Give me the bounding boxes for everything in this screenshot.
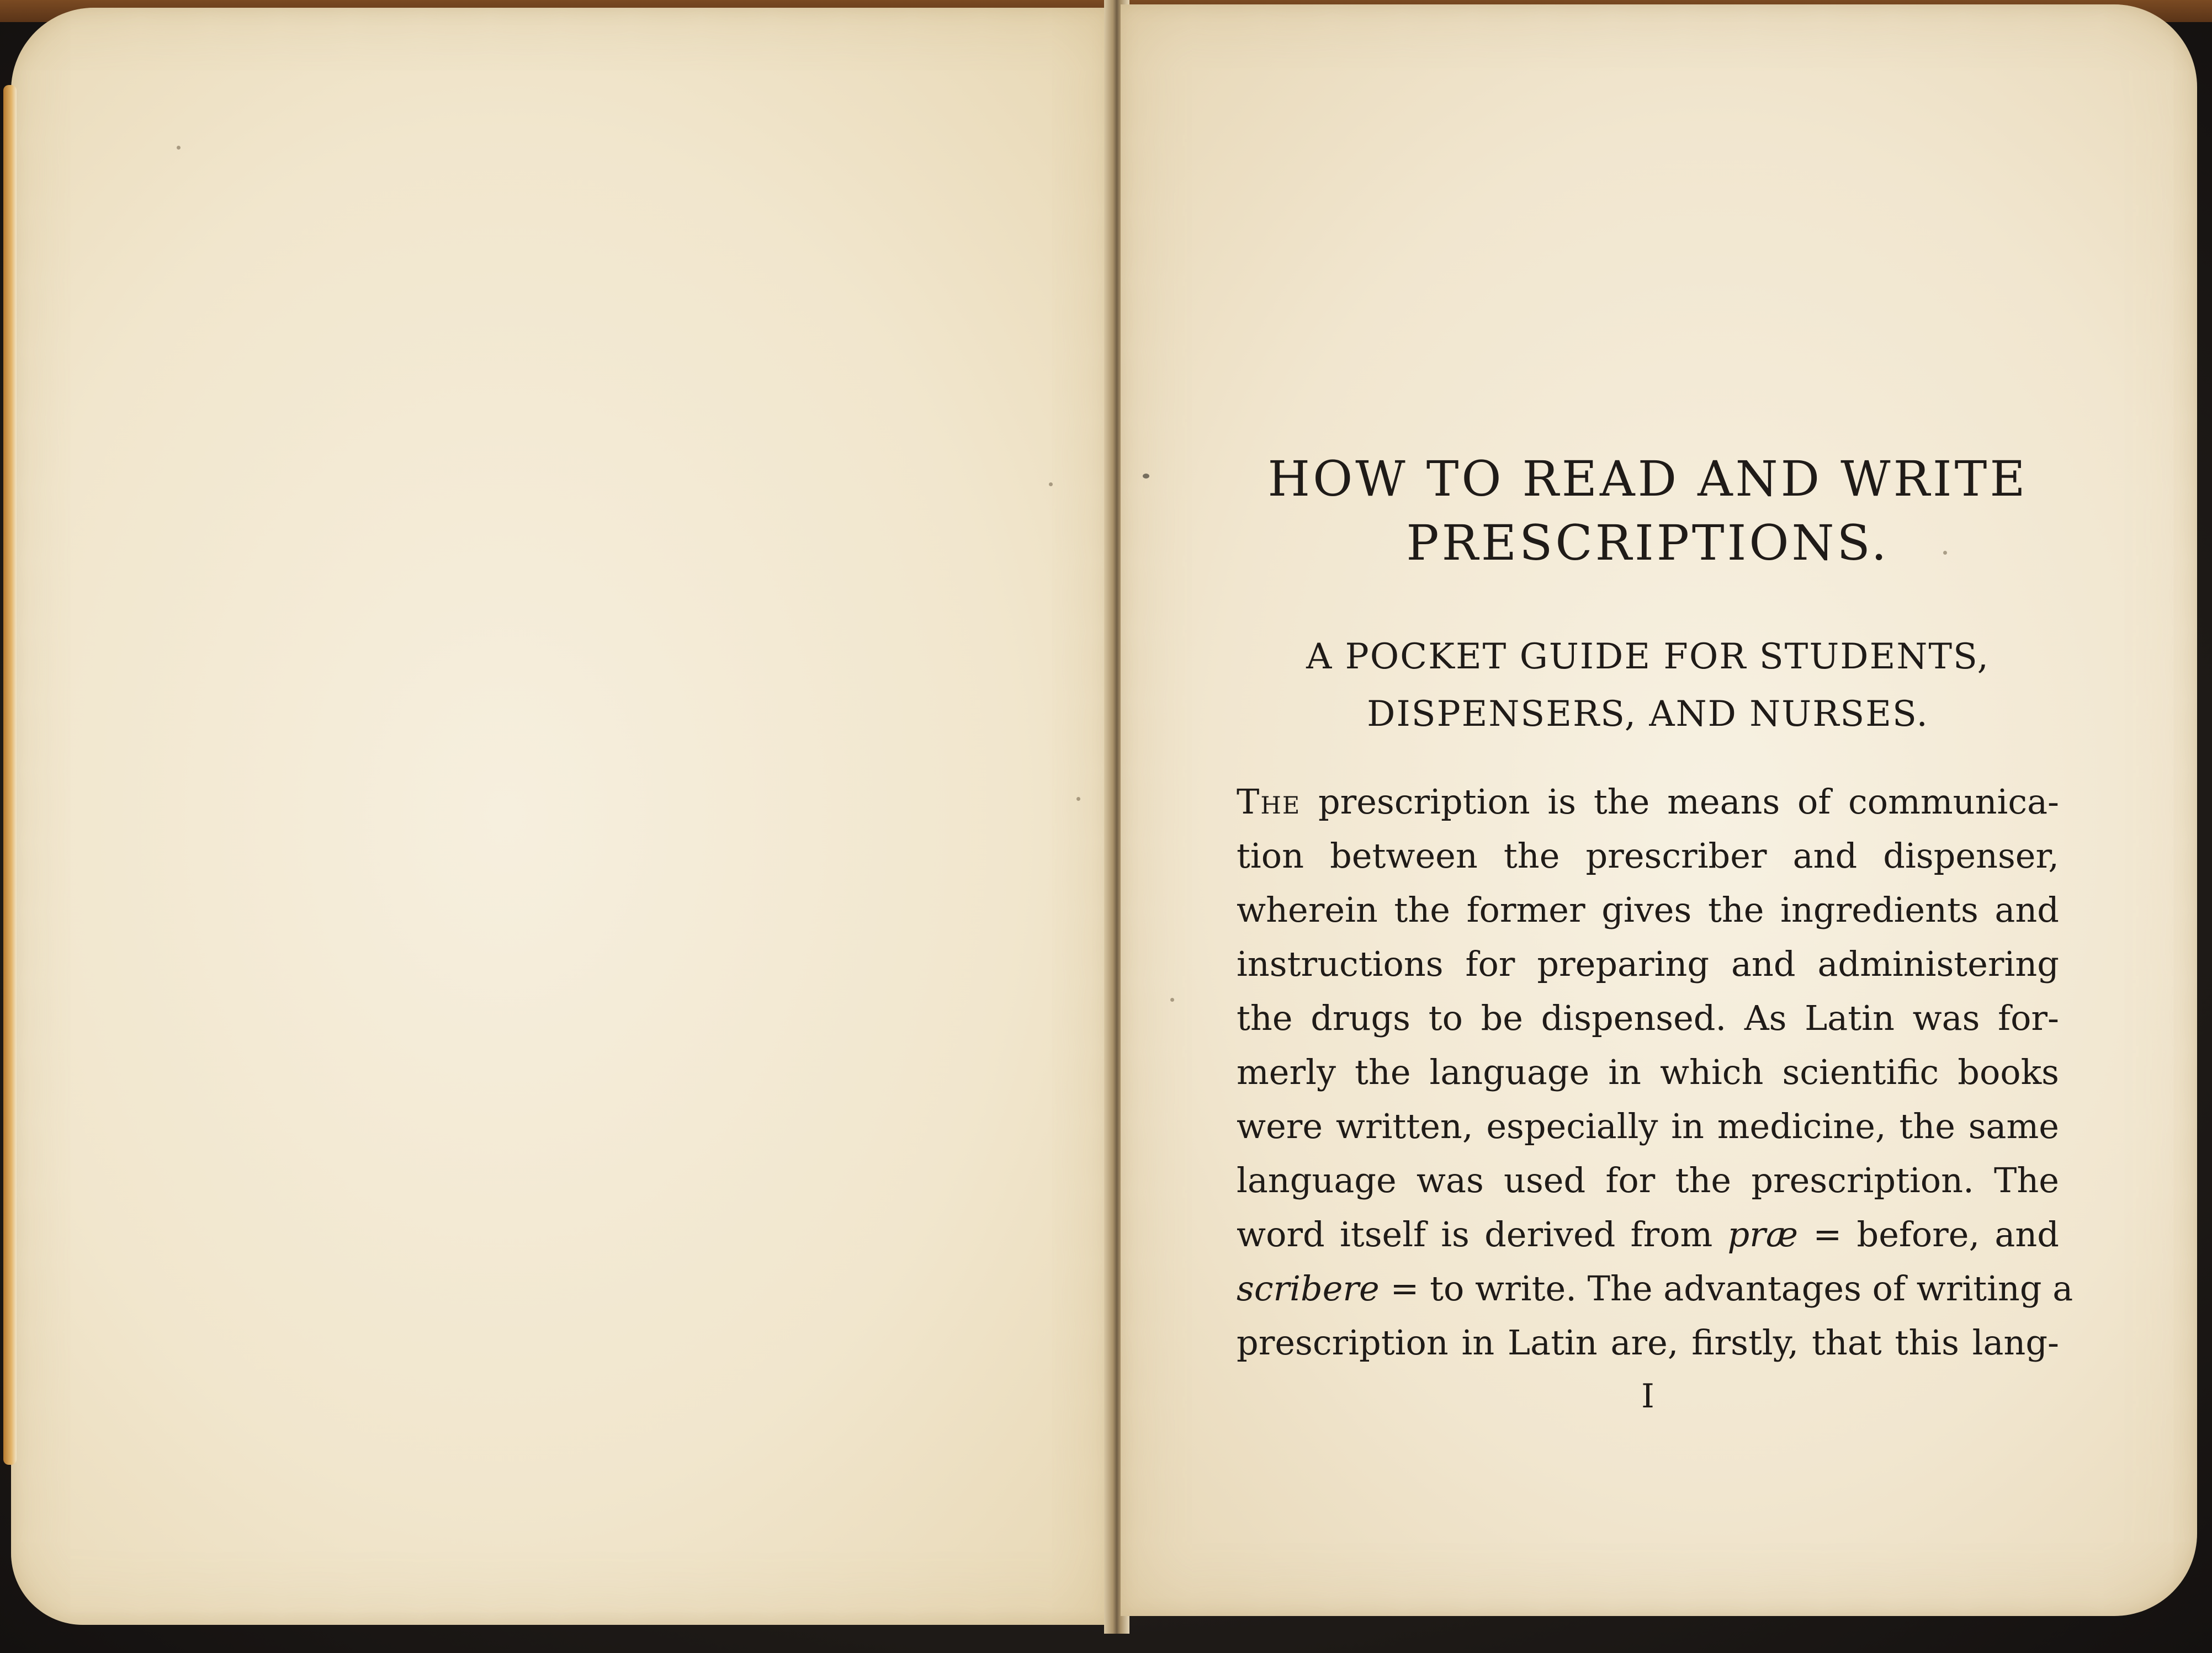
body-line-text: = to write. The advantages of writing a (1390, 1268, 2073, 1309)
latin-word: scribere (1237, 1268, 1380, 1309)
latin-word: præ (1727, 1214, 1799, 1255)
paper-speck (1143, 474, 1149, 479)
title-line-2: PRESCRIPTIONS. (1406, 514, 1890, 571)
body-line: instructions for preparing and administering (1237, 944, 2059, 984)
subtitle-line-1: A POCKET GUIDE FOR STUDENTS, (1306, 636, 1990, 677)
body-line: wherein the former gives the ingredients and (1237, 890, 2059, 930)
body-line-text: word itself is derived from (1237, 1214, 1713, 1255)
body-line: merly the language in which scientific books (1237, 1052, 2059, 1092)
paper-speck (1170, 998, 1174, 1002)
body-line (1237, 1262, 2073, 1316)
drop-word: The (1237, 782, 1301, 822)
body-line-text: prescription is the means of communica- (1318, 782, 2059, 822)
body-line: language was used for the prescription. The (1237, 1160, 2059, 1200)
body-line: were written, especially in medicine, the same (1237, 1106, 2059, 1146)
paper-speck (177, 146, 181, 150)
page-number: I (1641, 1377, 1654, 1416)
paper-speck (1049, 482, 1053, 486)
body-line: the drugs to be dispensed. As Latin was for- (1237, 998, 2059, 1038)
paper-speck (1076, 797, 1080, 801)
body-paragraph (1237, 775, 2073, 1370)
body-line: tion between the prescriber and dispenser, (1237, 836, 2059, 876)
left-page-blank (11, 8, 1110, 1625)
body-line (1237, 775, 2059, 829)
body-line-text: = before, and (1813, 1214, 2059, 1255)
title-line-1: HOW TO READ AND WRITE (1267, 450, 2028, 507)
body-line: prescription in Latin are, firstly, that this lang- (1237, 1322, 2059, 1363)
page-title (1237, 447, 2059, 575)
page-text (1237, 447, 2073, 1418)
body-line (1237, 1208, 2059, 1262)
page-subtitle (1237, 628, 2059, 743)
subtitle-line-2: DISPENSERS, AND NURSES. (1367, 694, 1929, 735)
